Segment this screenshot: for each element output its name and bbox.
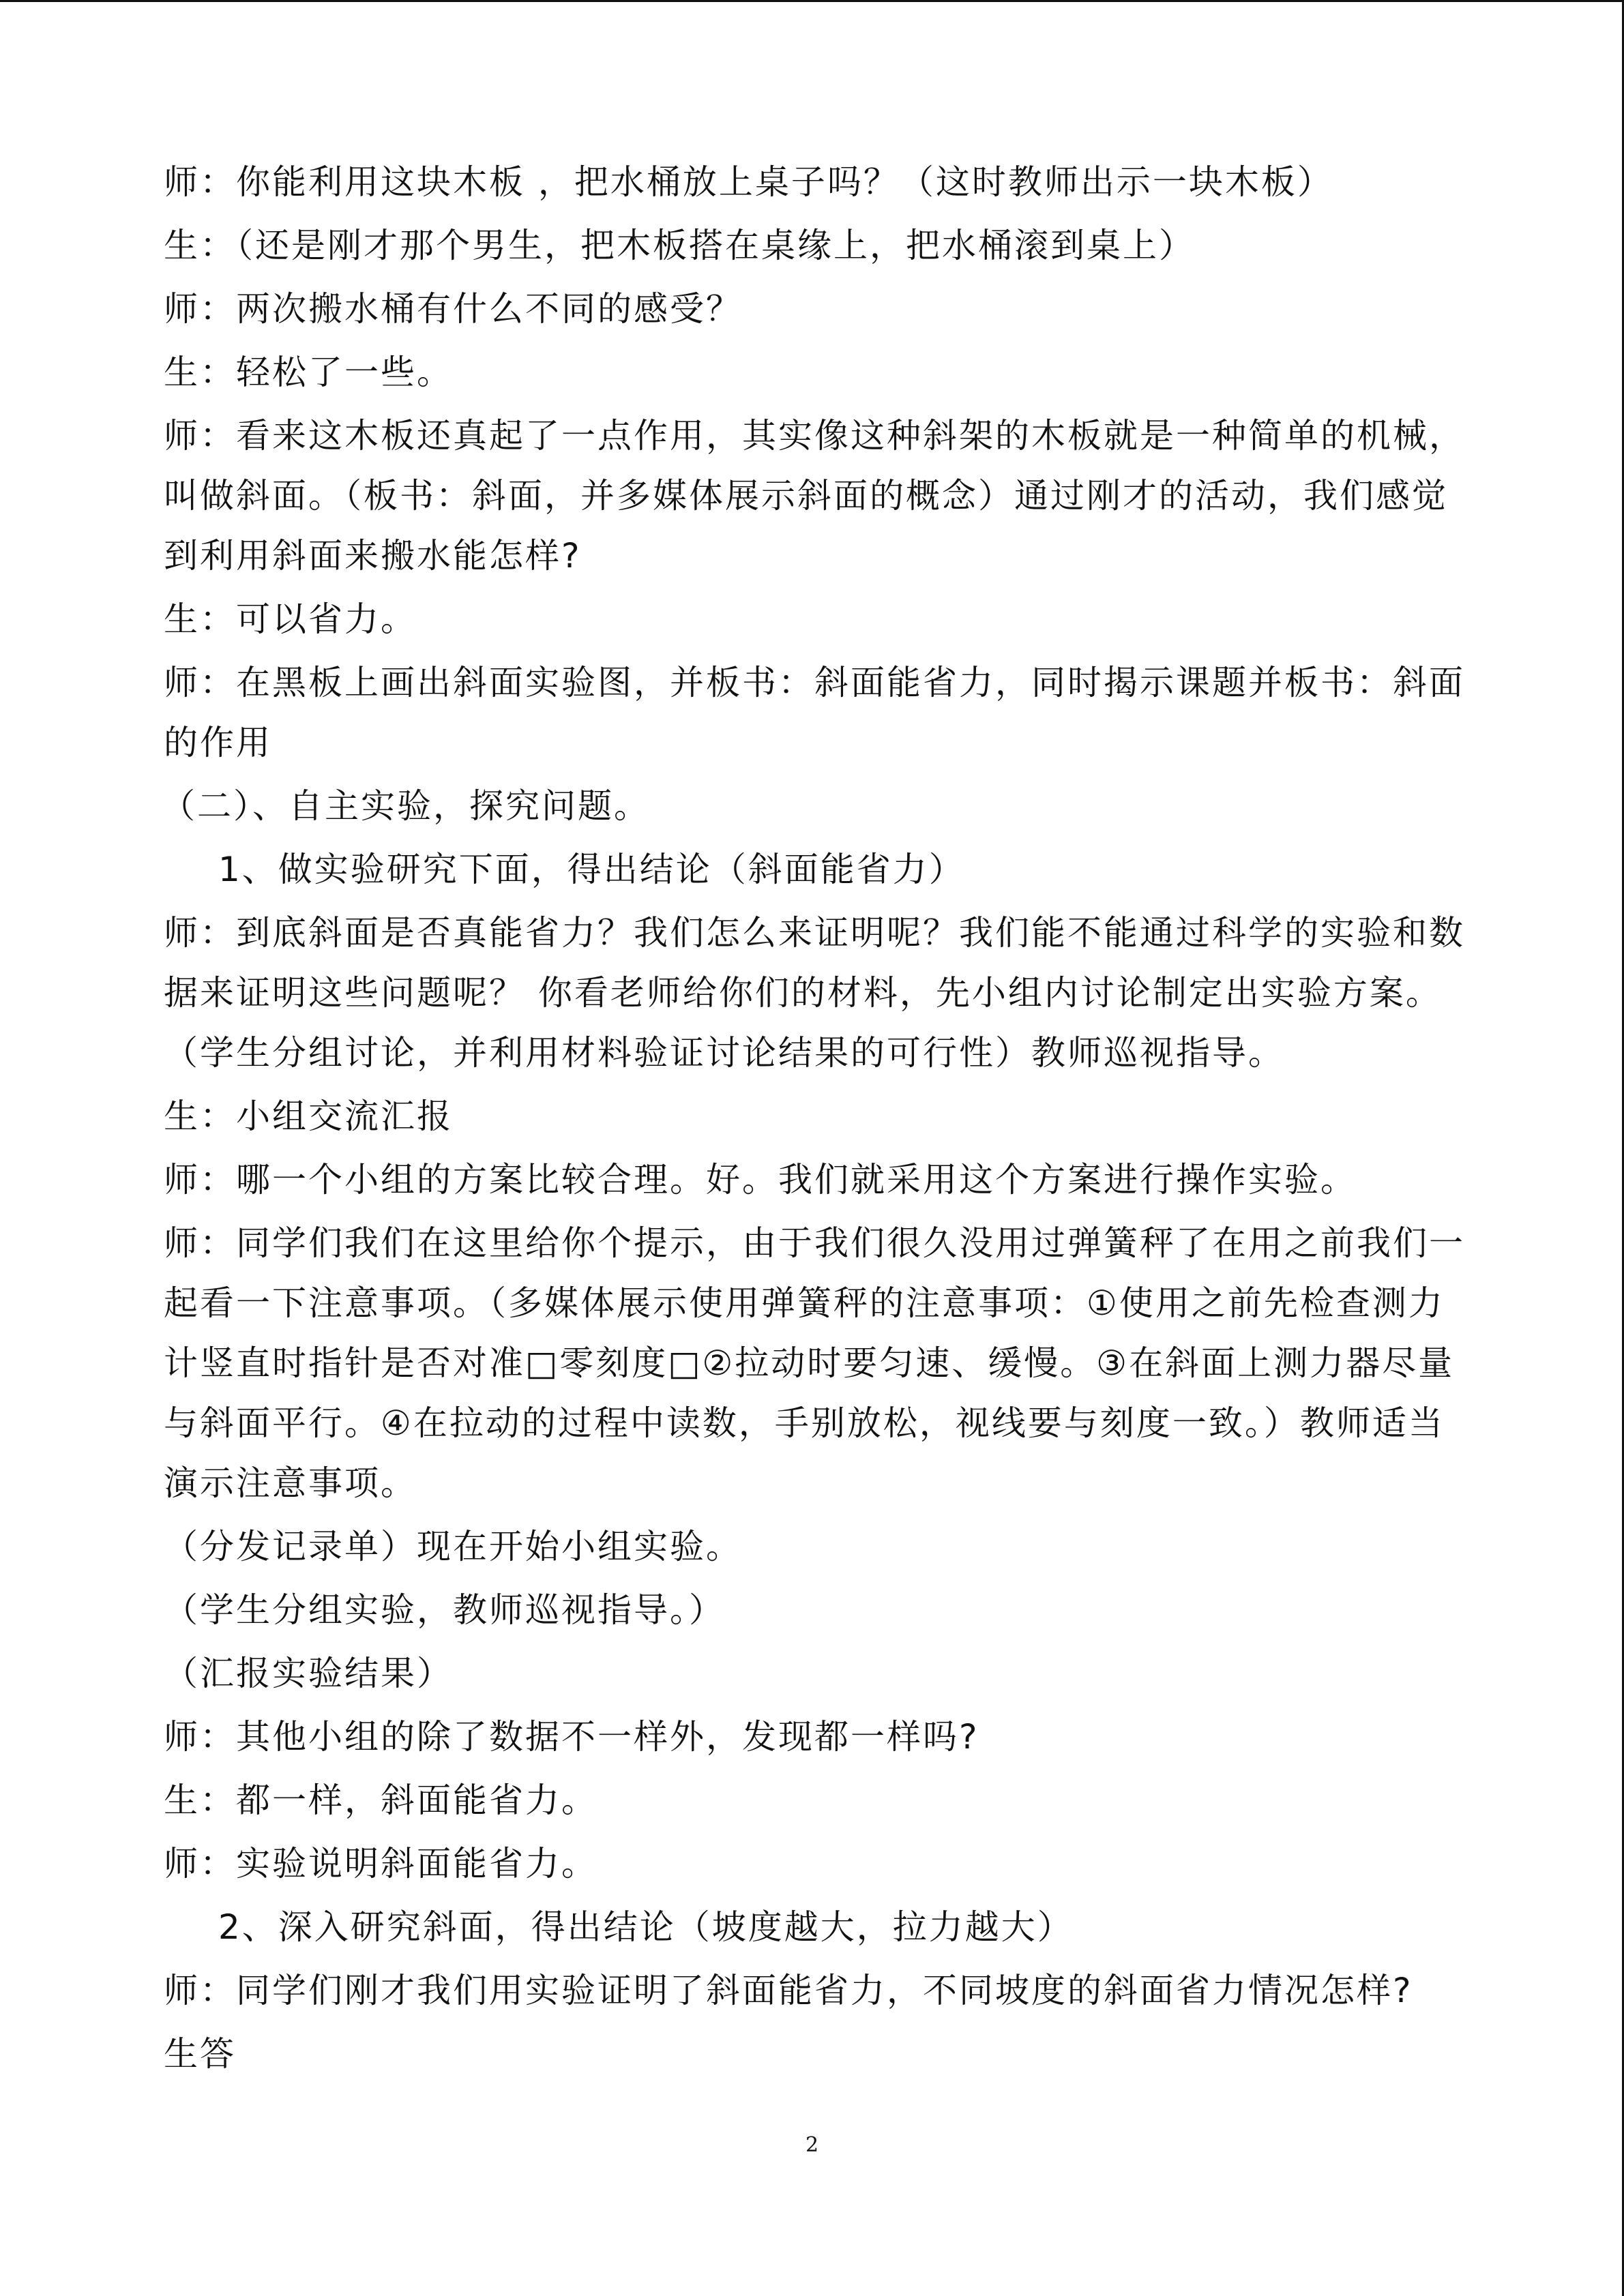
paragraph-group-experiment: （学生分组实验，教师巡视指导。）	[164, 1590, 725, 1630]
paragraph-record-sheet: （分发记录单）现在开始小组实验。	[164, 1527, 742, 1566]
paragraph-report-results: （汇报实验结果）	[164, 1654, 453, 1693]
paragraph-student-report: 生：小组交流汇报	[164, 1097, 453, 1136]
paragraph-teacher-prove-question: 师：到底斜面是否真能省力？我们怎么来证明呢？我们能不能通过科学的实验和数据来证明这些问题呢？ 你看老师给你们的材料，先小组内讨论制定出实验方案。（学生分组讨论，并利用材料验证讨论结果的可行性）教师巡视指导。	[164, 913, 1465, 1073]
paragraph-teacher-spring-scale-notes: 师：同学们我们在这里给你个提示，由于我们很久没用过弹簧秤了在用之前我们一起看一下注意事项。（多媒体展示使用弹簧秤的注意事项：①使用之前先检查测力计竖直时指针是否对准□零刻度□②拉动时要匀速、缓慢。③在斜面上测力器尽量与斜面平行。④在拉动的过程中读数，手别放松，视线要与刻度一致。）教师适当演示注意事项。	[164, 1223, 1465, 1503]
section-heading-experiment: （二）、自主实验，探究问题。	[161, 786, 650, 826]
paragraph-teacher-slope-concept: 师：看来这木板还真起了一点作用，其实像这种斜架的木板就是一种简单的机械，叫做斜面。（板书：斜面，并多媒体展示斜面的概念）通过刚才的活动，我们感觉到利用斜面来搬水能怎样?	[164, 416, 1465, 576]
paragraph-teacher-conclusion: 师：实验说明斜面能省力。	[164, 1844, 597, 1883]
page-number: 2	[805, 2133, 819, 2157]
paragraph-student-action: 生：（还是刚才那个男生，把木板搭在桌缘上，把水桶滚到桌上）	[164, 226, 1195, 265]
paragraph-student-easier: 生：轻松了一些。	[164, 353, 453, 392]
paragraph-student-same: 生：都一样，斜面能省力。	[164, 1780, 597, 1820]
paragraph-teacher-plan: 师：哪一个小组的方案比较合理。好。我们就采用这个方案进行操作实验。	[164, 1160, 1357, 1199]
paragraph-student-answer: 生答	[164, 2034, 236, 2074]
paragraph-teacher-slope-degree: 师：同学们刚才我们用实验证明了斜面能省力，不同坡度的斜面省力情况怎样?	[164, 1971, 1413, 2010]
paragraph-student-save-force: 生：可以省力。	[164, 599, 417, 639]
paragraph-teacher-other-groups: 师：其他小组的除了数据不一样外，发现都一样吗?	[164, 1717, 979, 1757]
paragraph-teacher-feeling-question: 师：两次搬水桶有什么不同的感受？	[164, 289, 742, 329]
paragraph-teacher-question-board: 师：你能利用这块木板 ，把水桶放上桌子吗？（这时教师出示一块木板）	[164, 162, 1333, 202]
subheading-experiment-2: 2、深入研究斜面，得出结论（坡度越大，拉力越大）	[218, 1907, 1074, 1947]
paragraph-teacher-blackboard: 师：在黑板上画出斜面实验图，并板书：斜面能省力，同时揭示课题并板书：斜面的作用	[164, 663, 1465, 762]
page-top-border	[0, 0, 1624, 2]
subheading-experiment-1: 1、做实验研究下面，得出结论（斜面能省力）	[218, 850, 965, 889]
document-body	[161, 152, 1473, 2087]
